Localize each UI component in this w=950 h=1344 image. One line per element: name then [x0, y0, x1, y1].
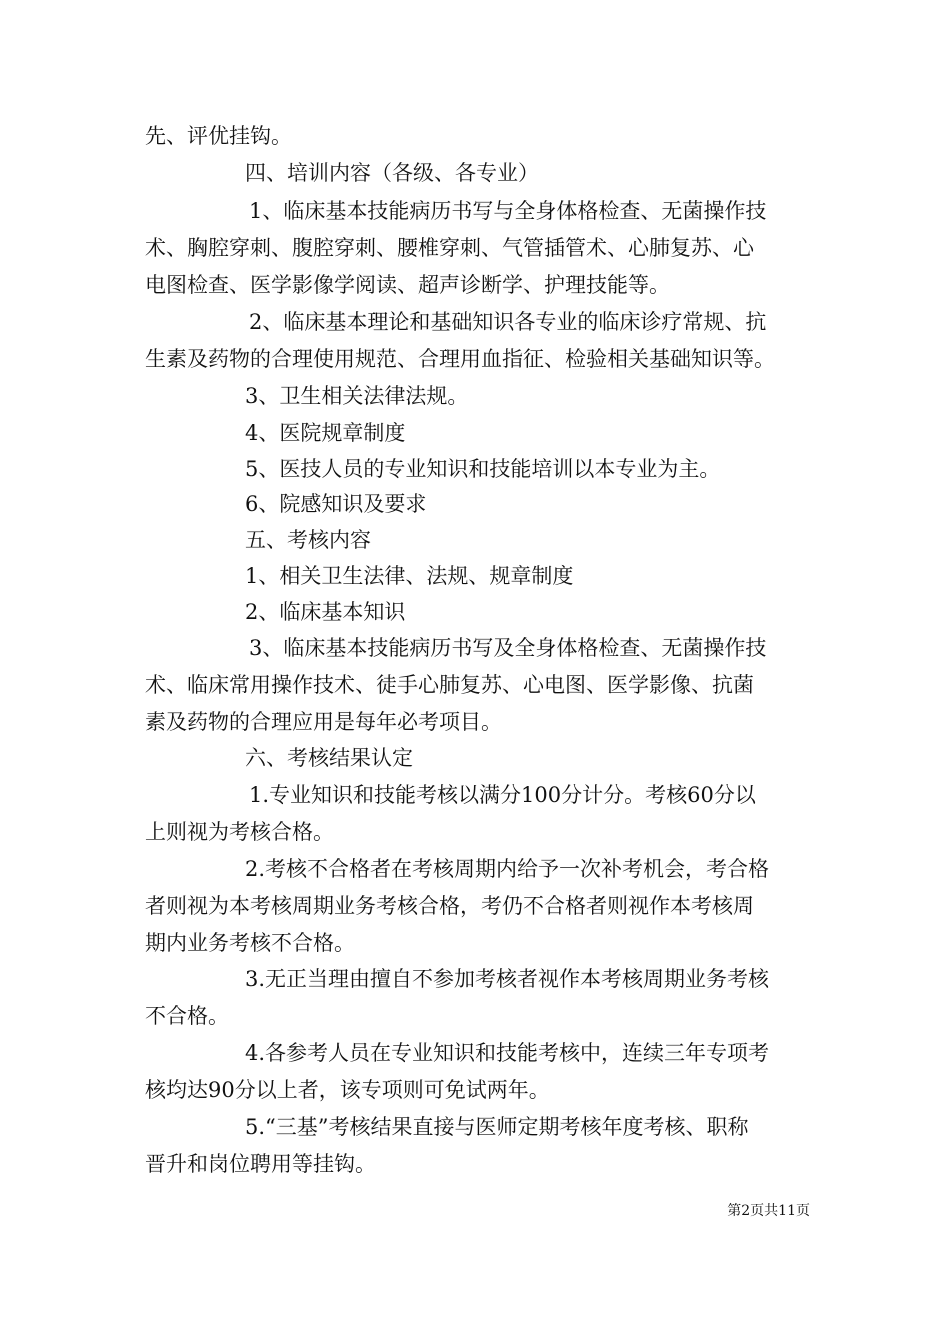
paragraph-line: 核均达90分以上者，该专项则可免试两年。 — [145, 1078, 550, 1102]
paragraph-line: 3.无正当理由擅自不参加考核者视作本考核周期业务考核 — [245, 967, 770, 991]
paragraph-line: 者则视为本考核周期业务考核合格，考仍不合格者则视作本考核周 — [145, 894, 754, 918]
paragraph-line: 电图检查、医学影像学阅读、超声诊断学、护理技能等。 — [145, 273, 670, 297]
paragraph-line: 晋升和岗位聘用等挂钩。 — [145, 1152, 376, 1176]
paragraph-line: 1、相关卫生法律、法规、规章制度 — [245, 564, 574, 588]
paragraph-line: 3、临床基本技能病历书写及全身体格检查、无菌操作技 — [249, 636, 767, 660]
paragraph-line: 4.各参考人员在专业知识和技能考核中，连续三年专项考 — [245, 1041, 770, 1065]
paragraph-line: 4、医院规章制度 — [245, 421, 406, 445]
paragraph-line: 1、临床基本技能病历书写与全身体格检查、无菌操作技 — [249, 199, 767, 223]
paragraph-line: 3、卫生相关法律法规。 — [245, 384, 469, 408]
paragraph-line: 先、评优挂钩。 — [145, 124, 292, 148]
paragraph-line: 生素及药物的合理使用规范、合理用血指征、检验相关基础知识等。 — [145, 347, 775, 371]
paragraph-line: 素及药物的合理应用是每年必考项目。 — [145, 710, 502, 734]
paragraph-line: 2、临床基本知识 — [245, 600, 406, 624]
paragraph-line: 期内业务考核不合格。 — [145, 931, 355, 955]
section-heading: 五、考核内容 — [245, 528, 371, 552]
paragraph-line: 5、医技人员的专业知识和技能培训以本专业为主。 — [245, 457, 721, 481]
paragraph-line: 2.考核不合格者在考核周期内给予一次补考机会，考合格 — [245, 857, 770, 881]
section-heading: 六、考核结果认定 — [245, 746, 413, 770]
paragraph-line: 上则视为考核合格。 — [145, 820, 334, 844]
paragraph-line: 2、临床基本理论和基础知识各专业的临床诊疗常规、抗 — [249, 310, 767, 334]
paragraph-line: 6、院感知识及要求 — [245, 492, 427, 516]
paragraph-line: 术、临床常用操作技术、徒手心肺复苏、心电图、医学影像、抗菌 — [145, 673, 754, 697]
paragraph-line: 不合格。 — [145, 1004, 229, 1028]
paragraph-line: 1.专业知识和技能考核以满分100分计分。考核60分以 — [249, 783, 756, 807]
paragraph-line: 5.“三基”考核结果直接与医师定期考核年度考核、职称 — [245, 1115, 749, 1139]
section-heading: 四、培训内容（各级、各专业） — [245, 161, 539, 185]
page-number: 第2页共11页 — [727, 1203, 810, 1219]
paragraph-line: 术、胸腔穿刺、腹腔穿刺、腰椎穿刺、气管插管术、心肺复苏、心 — [145, 236, 754, 260]
